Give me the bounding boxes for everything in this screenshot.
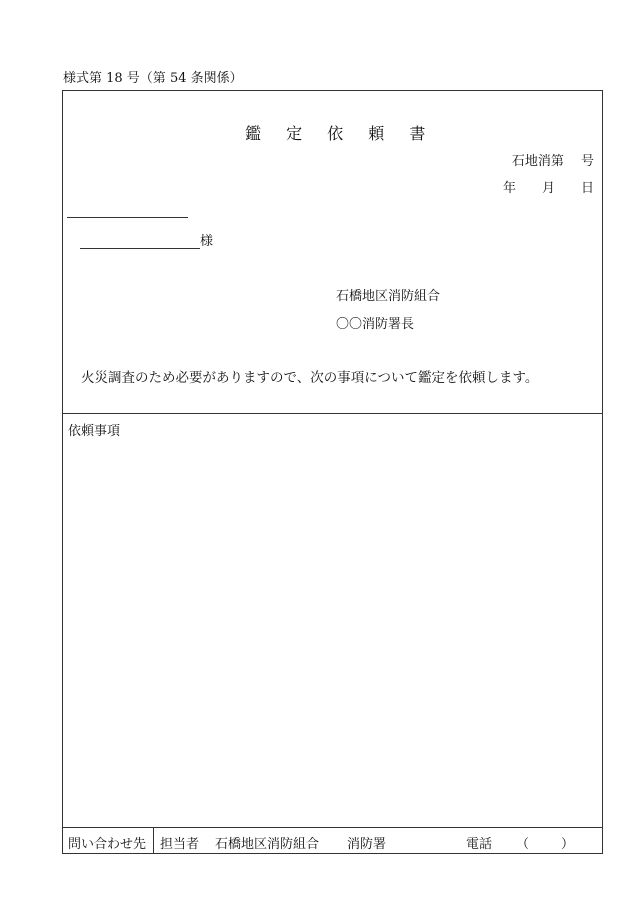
document-title: 鑑 定 依 頼 書 [245, 124, 436, 143]
contact-divider [62, 827, 603, 828]
section-divider [62, 413, 603, 414]
phone-paren-open: （ [516, 837, 530, 852]
sender-organization: 石橋地区消防組合 [336, 289, 441, 304]
document-number: 石地消第 号 [511, 154, 594, 169]
contact-label: 問い合わせ先 [68, 837, 147, 852]
contact-station: 消防署 [347, 837, 387, 852]
phone-paren-close: ） [561, 837, 575, 852]
contact-person-label: 担当者 [160, 837, 200, 852]
addressee-org-blank[interactable] [67, 217, 188, 218]
contact-column-divider [153, 827, 154, 854]
request-items-label: 依頼事項 [68, 424, 121, 439]
form-number: 様式第 18 号（第 54 条関係） [63, 71, 243, 86]
sender-chief: 〇〇消防署長 [336, 317, 415, 332]
request-statement: 火災調査のため必要がありますので、次の事項について鑑定を依頼します。 [81, 370, 539, 386]
contact-organization: 石橋地区消防組合 [215, 837, 320, 852]
phone-label: 電話 [466, 837, 493, 852]
addressee-suffix: 様 [200, 234, 214, 249]
document-date: 年 月 日 [502, 181, 594, 196]
addressee-name-blank[interactable] [80, 233, 200, 249]
addressee [80, 230, 213, 249]
request-items-field[interactable] [64, 440, 601, 825]
